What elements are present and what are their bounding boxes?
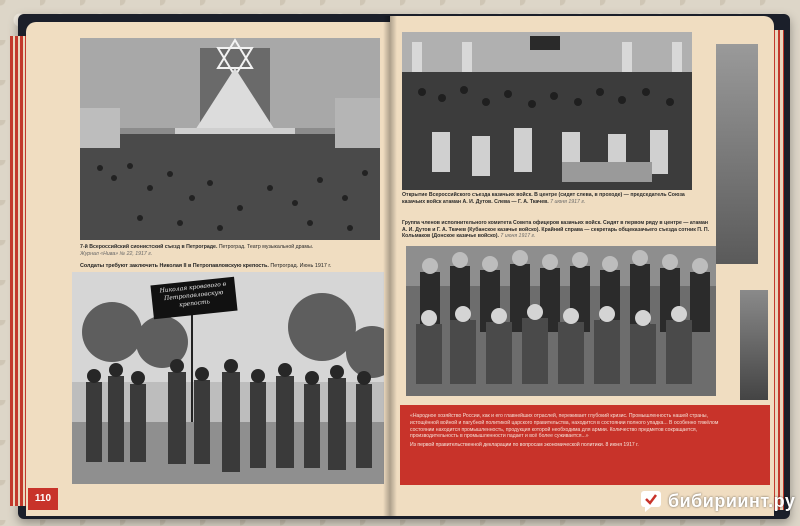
watermark-text: бибириинт.ру <box>668 490 796 511</box>
soldiers-caption-title: Солдаты требуют заключить Николая II в Петропавловскую крепость. <box>80 263 269 269</box>
cossack-congress-caption <box>402 192 694 205</box>
quote-source: Из первой правительственной декларации по вопросам экономической политики. 8 июня 1917 г. <box>410 442 639 449</box>
cossack-congress-caption-title: Открытие Всероссийского съезда казачьих войск. В центре (сидят слева, в проходе) — председатель Союза казачьих войск атаман А. И. Дутов. Слева — Г. А. Ткачев. <box>402 192 685 205</box>
congress-caption-place: Петроград. Театр музыкальной драмы. <box>217 244 314 250</box>
congress-caption-title: 7-й Всероссийский сионистский съезд в Петрограде. <box>80 244 218 250</box>
congress-hall-photo <box>80 38 380 240</box>
officers-caption-title: Группа членов исполнительного комитета Совета офицеров казачьих войск. Сидят в первом ряду в центре — атаман А. И. Дутов и Г. А. Ткачев (Кубанское казачье войско). Крайний справа — секретарь общеказачьего съезда сотник П. П. Кольмаков (Донское казачье войско). <box>402 220 710 240</box>
page-number: 110 <box>28 488 58 510</box>
officers-group-caption <box>402 220 712 240</box>
protest-banner-text: Николая кровавого в Петропавловскую крепость <box>159 280 227 309</box>
soldiers-caption-source: Петроград. Июнь 1917 г. <box>268 263 332 269</box>
soldiers-photo-caption <box>80 263 380 270</box>
next-page-photo-edge-2 <box>740 290 768 400</box>
site-watermark <box>640 488 795 514</box>
economic-quote <box>410 413 728 449</box>
book-spine-shadow <box>383 16 397 516</box>
congress-photo-caption <box>80 244 380 257</box>
officers-group-photo <box>406 246 716 396</box>
cossack-congress-caption-date: 7 июня 1917 г. <box>548 198 586 205</box>
officers-caption-date: 7 июня 1917 г. <box>498 233 536 240</box>
next-page-photo-edge <box>716 44 758 264</box>
congress-caption-source: Журнал «Нива» № 22, 1917 г. <box>80 250 153 257</box>
speech-bubble-icon <box>640 490 662 512</box>
quote-text: «Народное хозяйство России, как и его главнейших отраслей, переживает глубокий кризис. Промышленность нашей страны, истощённой войной и пагубной политикой царского правительства, находится в состоянии полного упадка... В особенно тяжёлом состоянии находится промышленность, продукция которой необходима для армии. Количество предметов сокращается, производительность в промышленности падает и всё более суживается...» <box>410 413 719 440</box>
cossack-congress-photo <box>402 32 692 190</box>
